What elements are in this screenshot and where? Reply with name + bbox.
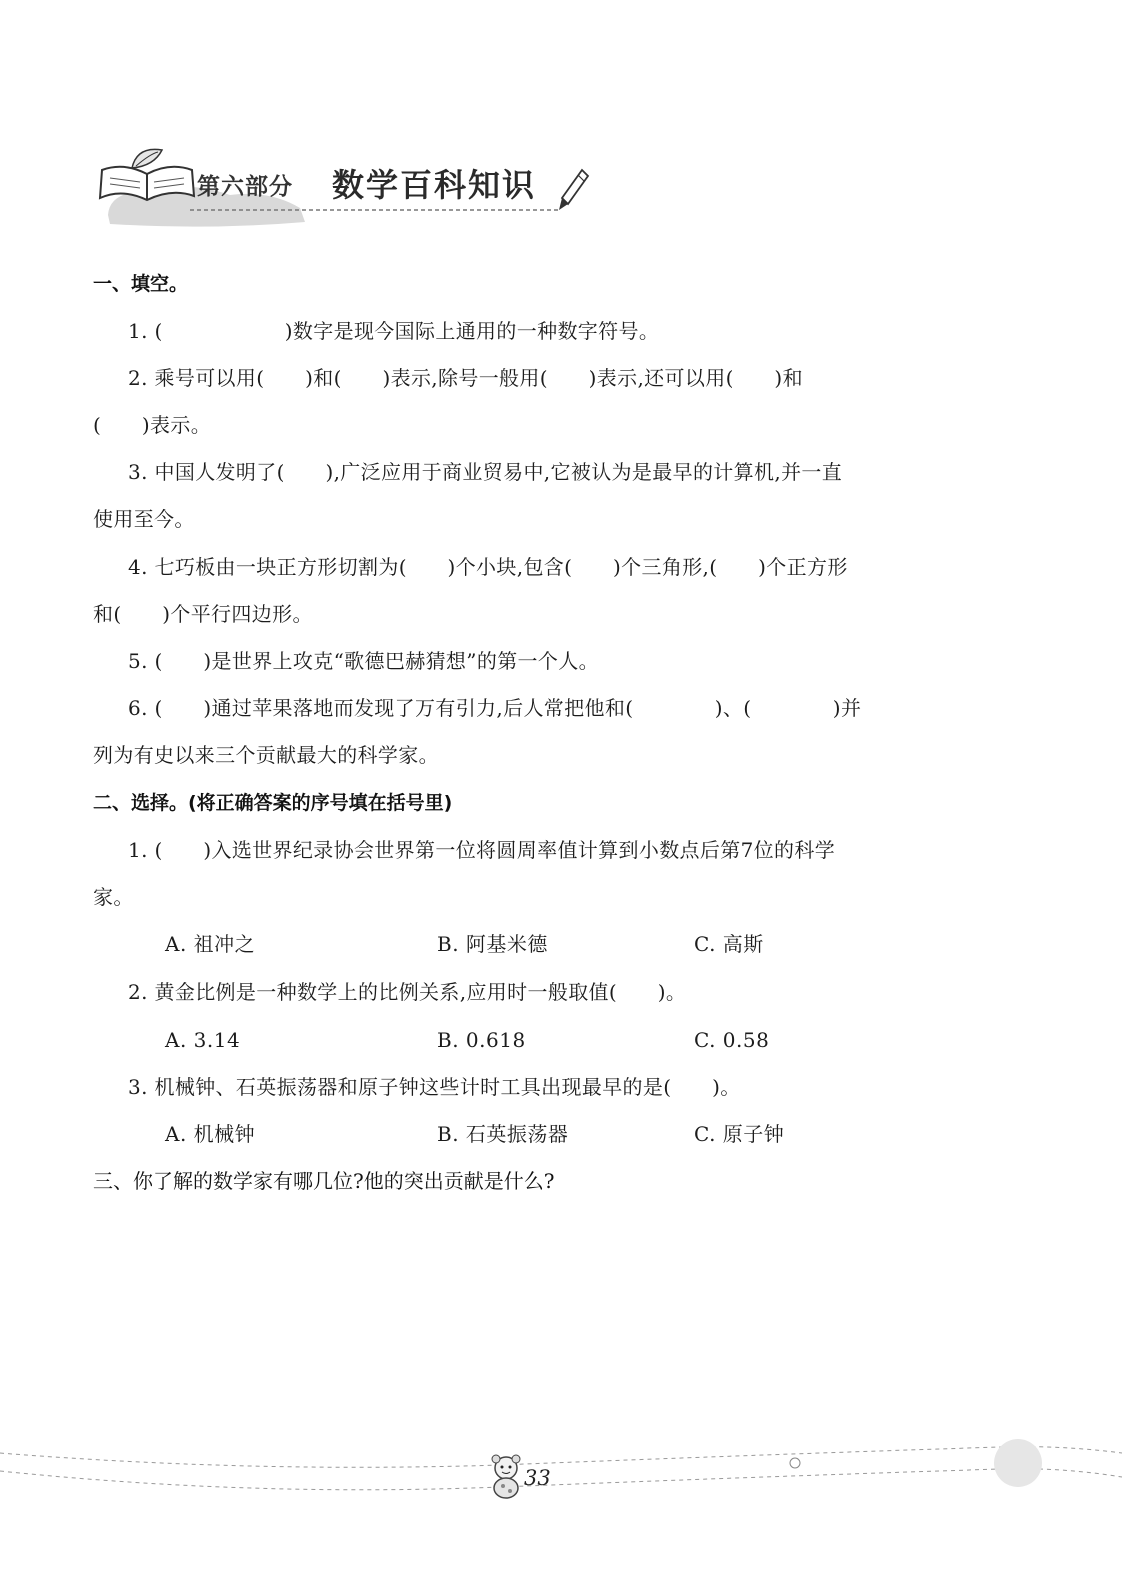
question-line: 1. ( )数字是现今国际上通用的一种数字符号。 (128, 319, 660, 343)
option-c: C. 高斯 (694, 932, 764, 956)
question-line: 和( )个平行四边形。 (93, 602, 313, 626)
open-book-icon (92, 140, 202, 220)
question-line: 4. 七巧板由一块正方形切割为( )个小块,包含( )个三角形,( )个正方形 (128, 555, 848, 579)
option-c: C. 原子钟 (694, 1122, 785, 1146)
section-heading: 一、填空。 (93, 273, 189, 295)
header-part-label: 第六部分 (197, 174, 293, 200)
page-number: 33 (524, 1466, 551, 1490)
question-line: 5. ( )是世界上攻克“歌德巴赫猜想”的第一个人。 (128, 649, 599, 673)
question-line: 3. 机械钟、石英振荡器和原子钟这些计时工具出现最早的是( )。 (128, 1075, 741, 1099)
option-b: B. 阿基米德 (437, 932, 548, 956)
page-title: 数学百科知识 (332, 166, 537, 204)
question-line: 使用至今。 (93, 507, 195, 531)
question-line: 2. 黄金比例是一种数学上的比例关系,应用时一般取值( )。 (128, 980, 687, 1004)
option-b: B. 石英振荡器 (437, 1122, 569, 1146)
option-c: C. 0.58 (694, 1028, 770, 1052)
question-line: 6. ( )通过苹果落地而发现了万有引力,后人常把他和( )、( )并 (128, 696, 862, 720)
option-a: A. 机械钟 (165, 1122, 256, 1146)
question-line: 3. 中国人发明了( ),广泛应用于商业贸易中,它被认为是最早的计算机,并一直 (128, 460, 843, 484)
mascot-icon (484, 1452, 528, 1502)
option-a: A. 3.14 (165, 1028, 241, 1052)
question-line: 家。 (93, 885, 134, 909)
option-b: B. 0.618 (437, 1028, 526, 1052)
section-heading: 三、你了解的数学家有哪几位?他的突出贡献是什么? (93, 1169, 555, 1193)
question-line: 2. 乘号可以用( )和( )表示,除号一般用( )表示,还可以用( )和 (128, 366, 803, 390)
question-line: 列为有史以来三个贡献最大的科学家。 (93, 743, 439, 767)
question-line: ( )表示。 (93, 413, 212, 437)
question-line: 1. ( )入选世界纪录协会世界第一位将圆周率值计算到小数点后第7位的科学 (128, 838, 836, 862)
footer-decoration (0, 1425, 1122, 1525)
option-a: A. 祖冲之 (165, 932, 256, 956)
section-heading: 二、选择。(将正确答案的序号填在括号里) (93, 792, 453, 814)
pencil-icon (556, 166, 592, 214)
